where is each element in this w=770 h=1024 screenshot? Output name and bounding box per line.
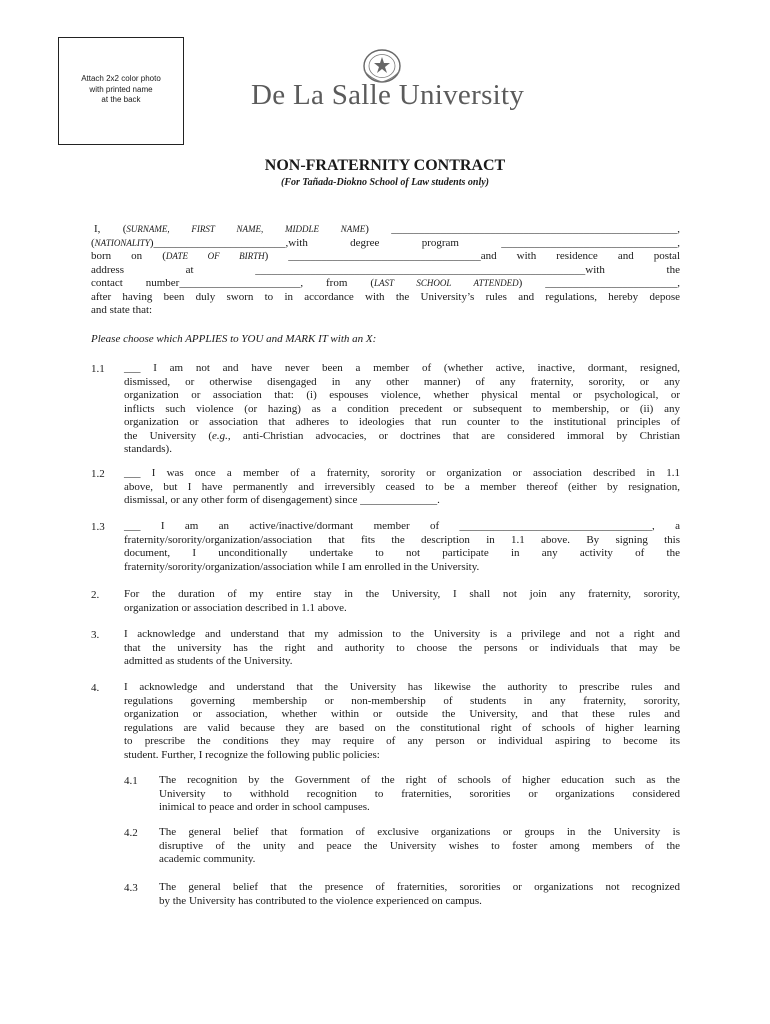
photo-instruction-line: Attach 2x2 color photo — [81, 74, 161, 83]
item-4-3-text — [159, 881, 680, 908]
item-line: organization or association described in 1.1 above. — [124, 601, 347, 614]
item-4-text — [124, 681, 680, 762]
item-2-text — [124, 588, 680, 615]
item-line — [124, 430, 680, 444]
text: the University ( — [124, 429, 212, 442]
item-line: disruptive of the unity and peace the University wishes to foster among members of the — [159, 839, 680, 852]
item-line: standards). — [124, 443, 172, 455]
field-hint: SURNAME, FIRST NAME, MIDDLE NAME — [126, 224, 366, 234]
text: contact number______________________, from ( — [91, 277, 375, 289]
item-line: The general belief that formation of exclusive organizations or groups in the University is — [159, 826, 680, 838]
photo-instruction-line: at the back — [101, 95, 141, 104]
text: )________________________,with degree program ________________________________, — [149, 236, 680, 249]
item-line: inimical to peace and order in school campuses. — [159, 801, 370, 813]
item-line: student. Further, I recognize the following public policies: — [124, 748, 380, 761]
item-4-1-text — [159, 774, 680, 815]
field-hint: NATIONALITY — [94, 237, 150, 248]
item-line: above, but I have permanently and irreversibly ceased to be a member thereof (either by resignation, — [124, 480, 680, 493]
field-hint: DATE OF BIRTH — [165, 251, 265, 261]
item-line: organization or association that adheres to ideologies that run counter to the institutional principles of — [124, 416, 680, 428]
photo-instructions — [59, 74, 183, 106]
item-line: I acknowledge and understand that the University has likewise the authority to prescribe rules and — [124, 681, 680, 693]
item-1-1-text — [124, 362, 680, 457]
item-line: organization or association that: (i) espouses violence, whether physical mental or psychological, or — [124, 389, 680, 401]
contract-subtitle: (For Tañada-Diokno School of Law students only) — [281, 177, 489, 188]
item-line: fraternity/sorority/organization/association that fits the description in 1.1 above. By signing this — [124, 533, 680, 546]
item-number: 4.2 — [124, 827, 138, 839]
intro-line — [91, 237, 680, 251]
text: born on ( — [91, 250, 166, 262]
item-number: 4.1 — [124, 775, 138, 787]
item-number: 3. — [91, 629, 100, 641]
item-3-text — [124, 628, 680, 669]
photo-placeholder-box — [58, 37, 184, 145]
text: ) ____________________________________________________, — [365, 223, 680, 235]
item-line: I acknowledge and understand that my admission to the University is a privilege and not a right and — [124, 628, 680, 640]
intro-line — [91, 277, 680, 291]
item-line: inflicts such violence (or hazing) as a condition precedent or subsequent to membership, or (ii) any — [124, 402, 680, 415]
field-hint: LAST SCHOOL ATTENDED — [374, 278, 519, 288]
item-number: 4. — [91, 682, 100, 694]
item-number: 1.3 — [91, 521, 105, 533]
text: e.g. — [211, 429, 228, 442]
item-line: organization or association, whether within or outside the University, and that these rules and — [124, 708, 680, 720]
intro-line: after having been duly sworn to in accordance with the University’s rules and regulations, hereby depose — [91, 290, 680, 303]
item-line: academic community. — [159, 853, 256, 865]
intro-paragraph — [91, 223, 680, 318]
item-line: by the University has contributed to the violence experienced on campus. — [159, 894, 482, 907]
item-number: 4.3 — [124, 882, 138, 894]
instruction-text: Please choose which APPLIES to YOU and MARK IT with an X: — [91, 333, 377, 345]
intro-line: and state that: — [91, 304, 153, 316]
university-name: De La Salle University — [251, 79, 525, 111]
item-line: regulations governing membership or non-membership of students in any fraternity, sorority, — [124, 694, 680, 707]
item-line: The general belief that the presence of fraternities, sororities or organizations not recognized — [159, 881, 680, 893]
item-line: ___ I am an active/inactive/dormant member of ___________________________________, a — [124, 520, 680, 532]
item-line: that the university has the right and authority to choose the persons or individuals that may be — [124, 641, 680, 654]
intro-line — [91, 250, 680, 264]
contract-title: NON-FRATERNITY CONTRACT — [264, 157, 506, 174]
item-line: admitted as students of the University. — [124, 655, 293, 667]
item-line: For the duration of my entire stay in the University, I shall not join any fraternity, sorority, — [124, 588, 680, 600]
item-line: dismissal, or any other form of disengagement) since ______________. — [124, 494, 440, 506]
item-1-2-text — [124, 467, 680, 508]
photo-instruction-line: with printed name — [89, 84, 153, 94]
item-number: 1.2 — [91, 468, 105, 480]
item-line: to prescribe the conditions they may require of any person or individual aspiring to become its — [124, 735, 680, 747]
item-4-2-text — [159, 826, 680, 867]
item-1-3-text — [124, 520, 680, 574]
text: ) ________________________, — [518, 277, 680, 289]
item-line: University to withhold recognition to fraternities, sororities or organizations considered — [159, 787, 680, 800]
item-line: regulations are valid because they are based on the constitutional right of schools of higher learning — [124, 721, 680, 734]
text: ( — [91, 236, 95, 249]
text: , anti-Christian advocacies, or doctrines that are considered immoral by Christian — [227, 429, 680, 442]
item-line: fraternity/sorority/organization/association while I am enrolled in the University. — [124, 560, 480, 573]
text: I, ( — [94, 223, 127, 235]
intro-line — [91, 223, 680, 237]
item-line: dismissed, or otherwise disengaged in any other manner) of any fraternity, sorority, or any — [124, 375, 680, 388]
item-line: The recognition by the Government of the right of schools of higher education such as the — [159, 774, 680, 786]
text: ) ___________________________________and with residence and postal — [264, 250, 680, 262]
item-number: 1.1 — [91, 363, 105, 375]
item-line: document, I unconditionally undertake to not participate in any activity of the — [124, 547, 680, 559]
intro-line: address at ____________________________________________________________with the — [91, 263, 680, 276]
item-line: ___ I was once a member of a fraternity, sorority or organization or association described in 1.1 — [124, 467, 680, 479]
item-number: 2. — [91, 589, 100, 601]
item-line: ___ I am not and have never been a member of (whether active, inactive, dormant, resigned, — [124, 362, 680, 374]
